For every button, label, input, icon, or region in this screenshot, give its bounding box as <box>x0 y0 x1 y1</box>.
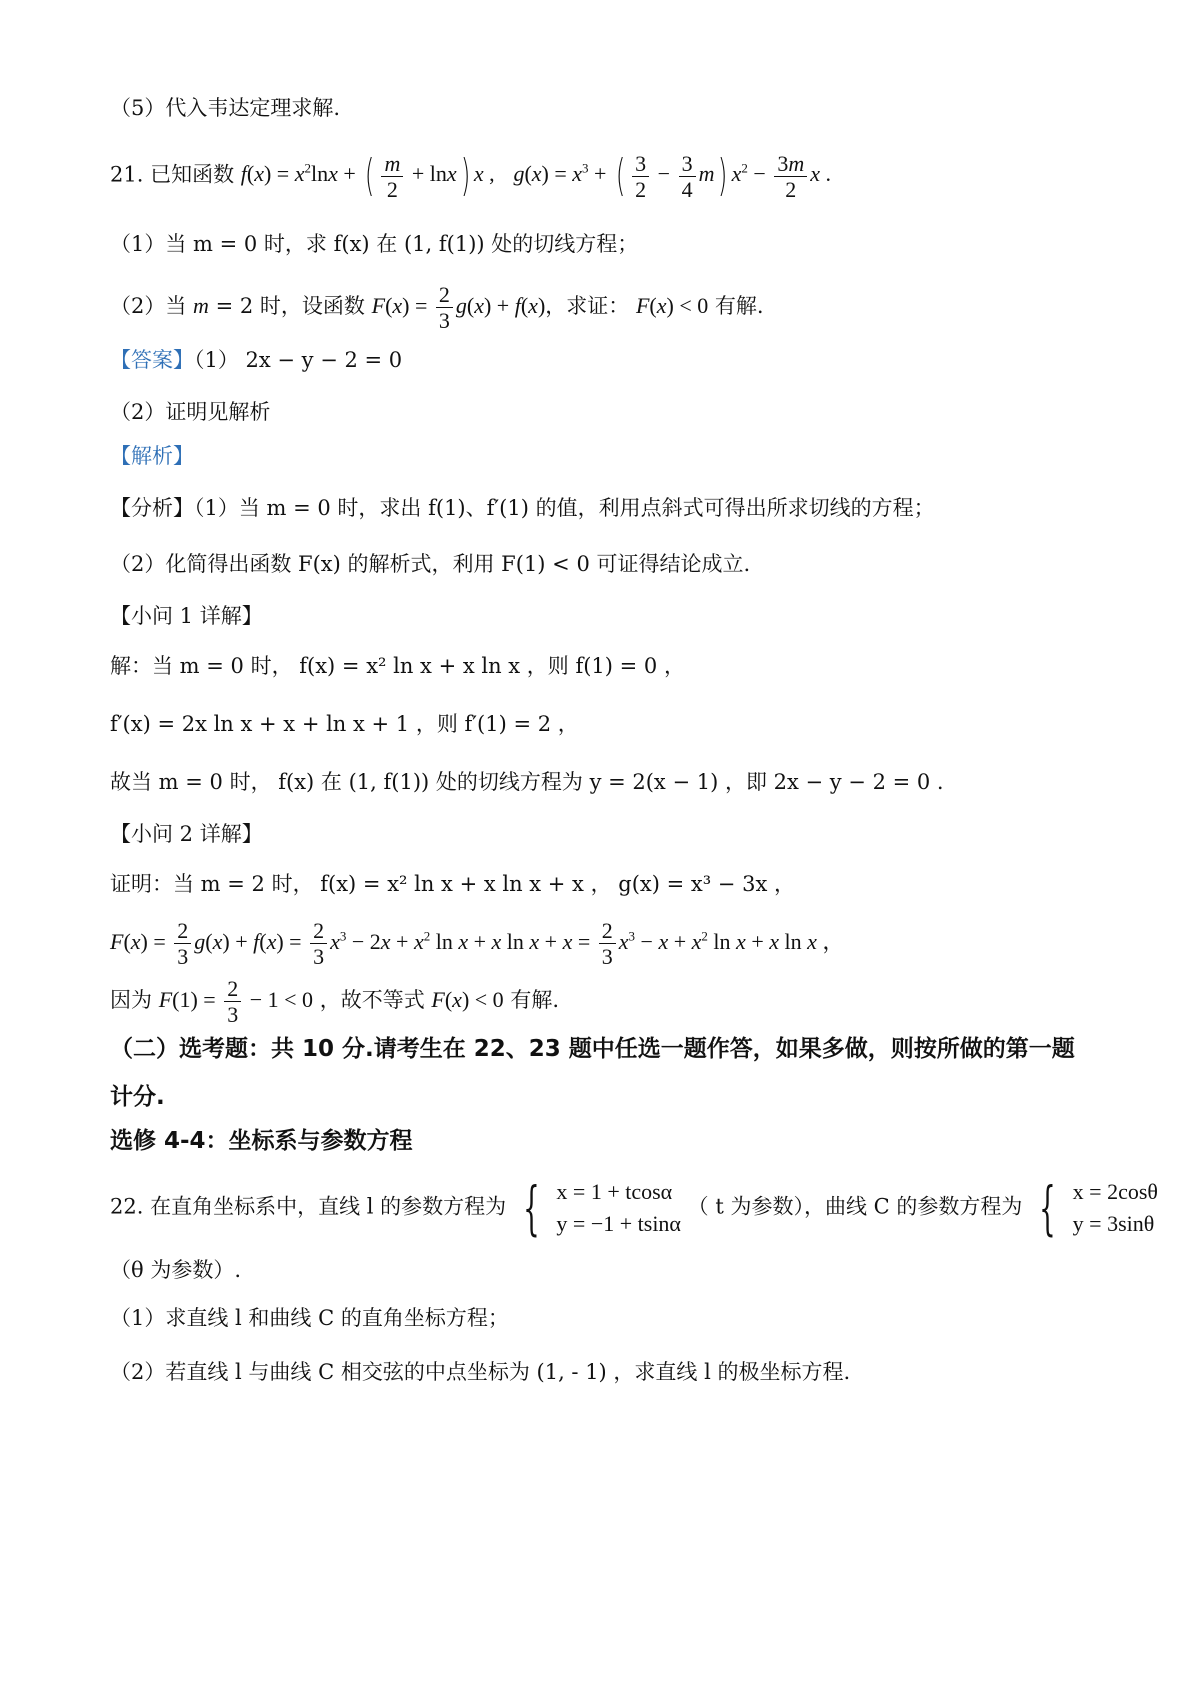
elective-title: 选修 4-4：坐标系与参数方程 <box>110 1128 413 1154</box>
fenxi-tag: 【分析】 <box>110 496 194 520</box>
answer-1: （1） 2x − y − 2 = 0 <box>194 348 403 372</box>
fenxi-2: （2）化简得出函数 F(x) 的解析式，利用 F(1) < 0 可证得结论成立. <box>110 552 751 576</box>
solution-line-2: f′(x) = 2x ln x + x + ln x + 1 ，则 f′(1) = 2 ， <box>110 712 579 736</box>
curve-c-parametric: x = 2cosθ y = 3sinθ <box>1072 1179 1158 1236</box>
section-heading-cont: 计分. <box>110 1084 165 1110</box>
text-line: （5）代入韦达定理求解. <box>110 96 341 120</box>
fenxi-1: （1）当 m = 0 时，求出 f(1)、f′(1) 的值，利用点斜式可得出所求切线的方程； <box>194 496 935 520</box>
question-22: 22. 在直角坐标系中，直线 l 的参数方程为 { x = 1 + tcosα y = −1 + tsinα （ t 为参数），曲线 C 的参数方程为 { x = 2cosθ y = 3sinθ <box>110 1173 1158 1242</box>
answer-line <box>110 348 402 373</box>
solution-line-1: 解：当 m = 0 时， f(x) = x² ln x + x ln x ，则 f(1) = 0 ， <box>110 654 685 678</box>
q22-part1: （1）求直线 l 和曲线 C 的直角坐标方程； <box>110 1306 509 1330</box>
q22-part2: （2）若直线 l 与曲线 C 相交弦的中点坐标为 (1, - 1) ，求直线 l 的极坐标方程. <box>110 1360 851 1384</box>
q21-part1: （1）当 m = 0 时，求 f(x) 在 (1, f(1)) 处的切线方程； <box>110 232 639 256</box>
q21-prefix: 21. 已知函数 <box>110 162 235 187</box>
section-heading: （二）选考题：共 10 分.请考生在 22、23 题中任选一题作答，如果多做，则按所做的第一题 <box>110 1036 1075 1062</box>
q21-g-formula: $g(x) = x^3$ + ( $\frac{3}{2}$ − $\frac{3}{4}$ m) $x^2$ − $\frac{3m}{2}$ x . <box>513 150 831 202</box>
line-l-parametric: x = 1 + tcosα y = −1 + tsinα <box>556 1179 681 1236</box>
q22-text-b: （ t 为参数），曲线 C 的参数方程为 <box>687 1194 1023 1219</box>
q22-text-a: 22. 在直角坐标系中，直线 l 的参数方程为 <box>110 1194 507 1219</box>
fenxi-line <box>110 496 935 521</box>
q21-part2: （2）当 m = 2 时，设函数 F(x) = $\frac{2}{3}$ g(x) + f(x)，求证： F(x) < 0 有解. <box>110 282 764 334</box>
answer-tag: 【答案】 <box>110 348 194 372</box>
answer-2: （2）证明见解析 <box>110 400 271 424</box>
q21-f-formula: $f(x) = x^2\ln x$ + ( $\frac{m}{2}$ + lnx) x , <box>240 150 501 202</box>
jiexi-tag: 【解析】 <box>110 444 194 468</box>
proof-line-3: 因为 F(1) = $\frac{2}{3}$ − 1 < 0 ，故不等式 F(x) < 0 有解. <box>110 976 560 1028</box>
question-21 <box>110 150 831 203</box>
proof-line-2: F(x) = $\frac{2}{3}$ g(x) + f(x) = $\frac{2}{3}$ $x^3 - 2x + x^2$ ln x + x ln x + x = $\frac{2}{3}$ $x^3 - x + x^2$ ln x + x ln x ， <box>110 918 845 970</box>
solution-line-3: 故当 m = 0 时， f(x) 在 (1, f(1)) 处的切线方程为 y = 2(x − 1) ，即 2x − y − 2 = 0 . <box>110 770 944 794</box>
subquestion-1-heading: 【小问 1 详解】 <box>110 604 263 628</box>
q22-theta-note: （θ 为参数）. <box>110 1258 241 1282</box>
proof-line-1: 证明：当 m = 2 时， f(x) = x² ln x + x ln x + x ， g(x) = x³ − 3x ， <box>110 872 795 896</box>
subquestion-2-heading: 【小问 2 详解】 <box>110 822 263 846</box>
